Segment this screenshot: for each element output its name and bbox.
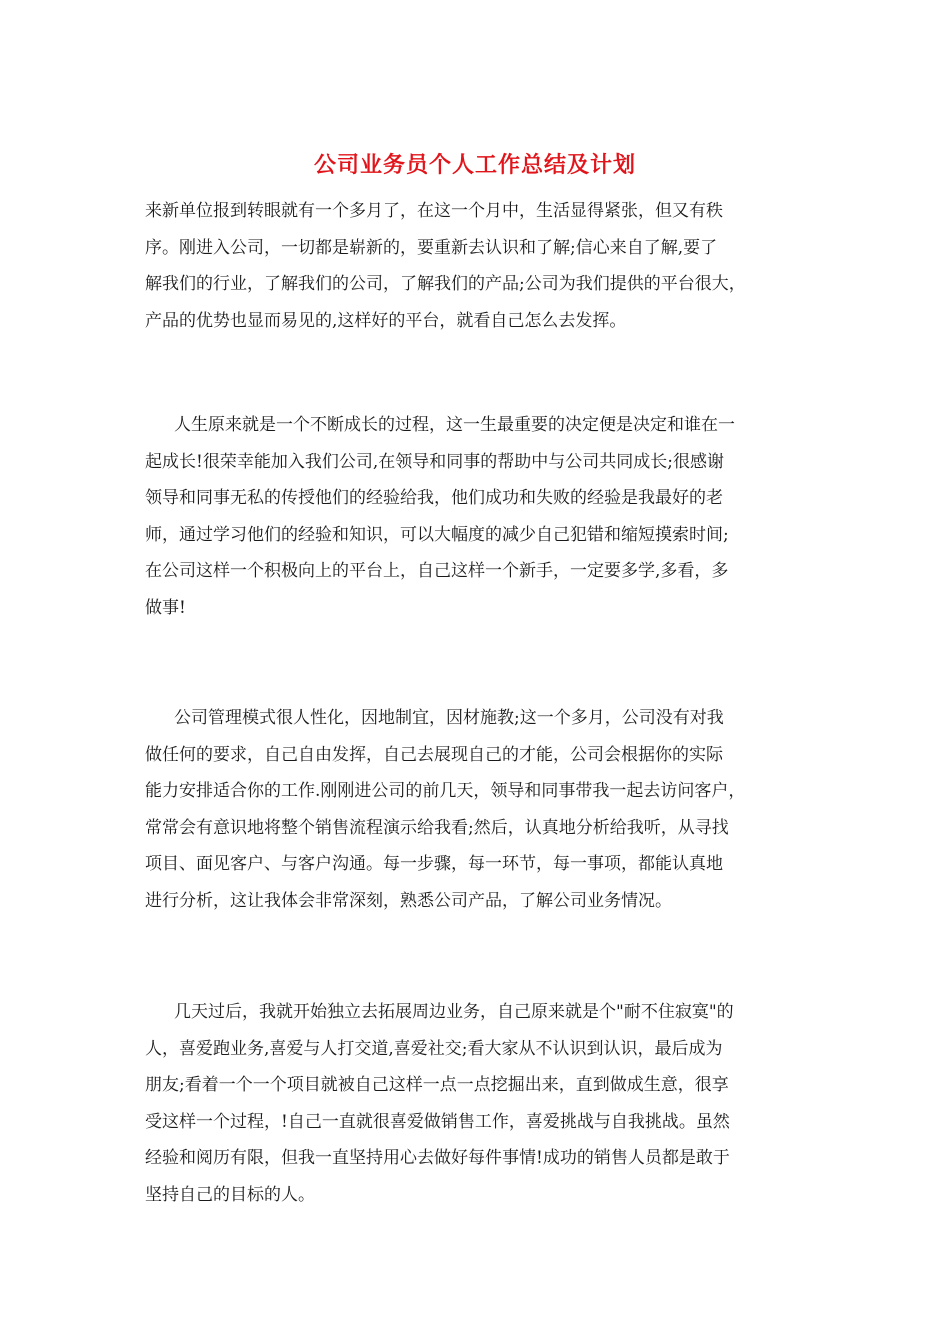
paragraph-line: 能力安排适合你的工作.刚刚进公司的前几天，领导和同事带我一起去访问客户， [145, 781, 746, 801]
paragraph-line: 受这样一个过程，!自己一直就很喜爱做销售工作，喜爱挑战与自我挑战。虽然 [145, 1111, 730, 1132]
paragraph-line: 做事! [145, 597, 186, 618]
page-title: 公司业务员个人工作总结及计划 [313, 153, 636, 178]
paragraph-line: 在公司这样一个积极向上的平台上，自己这样一个新手，一定要多学,多看，多 [145, 561, 729, 581]
paragraph-line: 师，通过学习他们的经验和知识，可以大幅度的减少自己犯错和缩短摸索时间; [145, 524, 729, 545]
paragraph-line: 产品的优势也显而易见的,这样好的平台，就看自己怎么去发挥。 [145, 310, 627, 331]
paragraph-line: 常常会有意识地将整个销售流程演示给我看;然后，认真地分析给我听，从寻找 [145, 817, 729, 838]
paragraph-line: 解我们的行业，了解我们的公司，了解我们的产品;公司为我们提供的平台很大， [145, 274, 746, 294]
paragraph-line: 坚持自己的目标的人。 [145, 1184, 315, 1205]
paragraph-line: 朋友;看着一个一个项目就被自己这样一点一点挖掘出来，直到做成生意，很享 [145, 1075, 729, 1095]
paragraph-1 [145, 193, 746, 339]
paragraph-line: 序。刚进入公司，一切都是崭新的，要重新去认识和了解;信心来自了解,要了 [145, 237, 718, 258]
paragraph-line: 几天过后，我就开始独立去拓展周边业务，自己原来就是个"耐不住寂寞"的 [174, 1002, 734, 1022]
paragraph-line: 领导和同事无私的传授他们的经验给我，他们成功和失败的经验是我最好的老 [145, 488, 723, 508]
paragraph-3 [145, 700, 745, 919]
paragraph-line: 做任何的要求，自己自由发挥，自己去展现自己的才能，公司会根据你的实际 [145, 744, 723, 765]
paragraph-line: 来新单位报到转眼就有一个多月了，在这一个月中，生活显得紧张，但又有秩 [145, 201, 723, 221]
paragraph-line: 起成长!很荣幸能加入我们公司,在领导和同事的帮助中与公司共同成长;很感谢 [145, 451, 724, 472]
paragraph-line: 人生原来就是一个不断成长的过程，这一生最重要的决定便是决定和谁在一 [174, 415, 735, 435]
paragraph-2 [145, 407, 735, 626]
paragraph-line: 项目、面见客户、与客户沟通。每一步骤，每一环节，每一事项，都能认真地 [145, 854, 723, 874]
paragraph-line: 进行分析，这让我体会非常深刻，熟悉公司产品，了解公司业务情况。 [145, 890, 672, 911]
paragraph-line: 公司管理模式很人性化，因地制宜，因材施教;这一个多月，公司没有对我 [174, 708, 724, 728]
paragraph-line: 经验和阅历有限，但我一直坚持用心去做好每件事情!成功的销售人员都是敢于 [145, 1148, 730, 1168]
paragraph-4 [145, 994, 734, 1213]
paragraph-line: 人，喜爱跑业务,喜爱与人打交道,喜爱社交;看大家从不认识到认识，最后成为 [145, 1038, 723, 1059]
